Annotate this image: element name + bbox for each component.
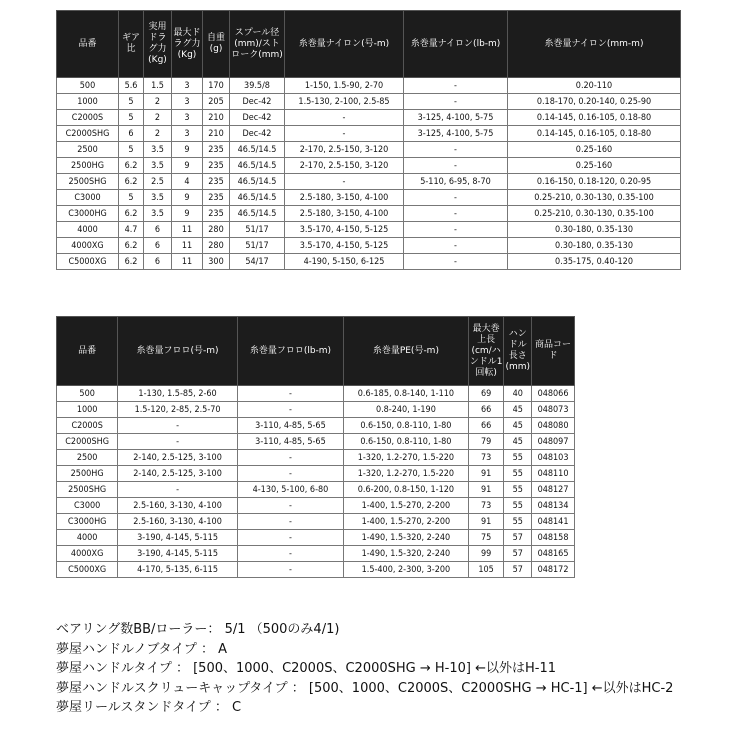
table-cell: - [404,238,508,254]
table-row [57,418,575,434]
table-cell: C2000S [57,418,118,434]
table-cell: 6.2 [119,158,144,174]
table-cell: 1-320, 1.2-270, 1.5-220 [344,466,469,482]
table-cell: 2 [144,94,172,110]
table-cell: 2-140, 2.5-125, 3-100 [118,466,238,482]
table-cell: 4000XG [57,546,118,562]
table-cell: 4000 [57,530,118,546]
table-cell: 5.6 [119,78,144,94]
spec-table-1 [56,10,681,270]
table-cell: 3 [172,126,203,142]
note-handle-type: 夢屋ハンドルタイプ ： [500、1000、C2000S、C2000SHG → H-10] ←以外はH-11 [56,661,557,677]
table-cell: 5 [119,142,144,158]
table-cell: 1000 [57,402,118,418]
table-cell: 99 [468,546,504,562]
table-cell: 5 [119,94,144,110]
table-cell: 0.25-160 [508,142,681,158]
table-cell: 1000 [57,94,119,110]
table-cell: 4-130, 5-100, 6-80 [237,482,343,498]
table-cell: 55 [504,498,532,514]
table-cell: 3-110, 4-85, 5-65 [237,418,343,434]
table-cell: 73 [468,450,504,466]
table-row [57,142,681,158]
table-cell: 73 [468,498,504,514]
table-cell: 6 [144,222,172,238]
table-cell: 40 [504,386,532,402]
table-row [57,498,575,514]
column-header: 自重(g) [203,11,230,78]
note-bearing: ベアリング数BB/ローラー： 5/1 （500のみ4/1) [56,622,340,637]
table-row [57,190,681,206]
table-cell: 0.35-175, 0.40-120 [508,254,681,270]
table-cell: 3 [172,94,203,110]
table-row [57,482,575,498]
note-screw-cap-type: 夢屋ハンドルスクリューキャップタイプ ： [500、1000、C2000S、C2000SHG → HC-1] ←以外はHC-2 [56,680,674,696]
table-row [57,434,575,450]
table-cell: - [237,514,343,530]
table-cell: - [118,482,238,498]
table-cell: 280 [203,238,230,254]
table-cell: 235 [203,174,230,190]
table-cell: 2500SHG [57,174,119,190]
table-cell: 1.5-120, 2-85, 2.5-70 [118,402,238,418]
table-row [57,126,681,142]
table-cell: 0.25-210, 0.30-130, 0.35-100 [508,190,681,206]
table-cell: 2500HG [57,466,118,482]
table-cell: Dec-42 [230,94,285,110]
table-cell: 2500 [57,450,118,466]
table-cell: 55 [504,482,532,498]
column-header: 品番 [57,11,119,78]
table-row [57,206,681,222]
table-cell: 3.5-170, 4-150, 5-125 [285,238,404,254]
column-header: 糸巻量ナイロン(mm-m) [508,11,681,78]
table-cell: C2000SHG [57,126,119,142]
table-cell: - [285,110,404,126]
table1-body [57,78,681,270]
table-cell: 2.5 [144,174,172,190]
table-cell: 2500SHG [57,482,118,498]
table-cell: 2.5-180, 3-150, 4-100 [285,206,404,222]
table-cell: 3.5-170, 4-150, 5-125 [285,222,404,238]
table-cell: - [404,254,508,270]
column-header: 糸巻量PE(号-m) [344,317,469,386]
column-header: スプール径(mm)/ストローク(mm) [230,11,285,78]
table-cell: C2000SHG [57,434,118,450]
table-cell: 55 [504,450,532,466]
table-cell: - [404,142,508,158]
table-cell: 55 [504,466,532,482]
table-cell: 3-110, 4-85, 5-65 [237,434,343,450]
table-cell: 170 [203,78,230,94]
table-cell: 0.6-150, 0.8-110, 1-80 [344,434,469,450]
table-cell: 57 [504,546,532,562]
table-cell: C3000 [57,498,118,514]
table-cell: 5 [119,110,144,126]
table-cell: 46.5/14.5 [230,158,285,174]
table-cell: 6 [119,126,144,142]
table-cell: 2.5-160, 3-130, 4-100 [118,514,238,530]
table-cell: - [237,562,343,578]
table-cell: C3000HG [57,514,118,530]
note-knob-type: 夢屋ハンドルノブタイプ ： A [56,641,228,657]
table-cell: 048172 [532,562,575,578]
column-header: 糸巻量ナイロン(号-m) [285,11,404,78]
table-cell: - [404,94,508,110]
table-row [57,546,575,562]
column-header: 実用ドラグ力(Kg) [144,11,172,78]
table-cell: 300 [203,254,230,270]
table-row [57,78,681,94]
table-cell: 500 [57,78,119,94]
table-cell: 11 [172,254,203,270]
table-cell: 3-190, 4-145, 5-115 [118,546,238,562]
table-row [57,222,681,238]
table-cell: 0.6-200, 0.8-150, 1-120 [344,482,469,498]
table-cell: 4-190, 5-150, 6-125 [285,254,404,270]
table-cell: 048141 [532,514,575,530]
table-cell: 048165 [532,546,575,562]
table-cell: 4 [172,174,203,190]
table-cell: 0.20-110 [508,78,681,94]
table-row [57,402,575,418]
table-row [57,110,681,126]
table-cell: 235 [203,206,230,222]
table-cell: 048103 [532,450,575,466]
table-cell: 2.5-180, 3-150, 4-100 [285,190,404,206]
table-cell: - [404,222,508,238]
table1-header-row [57,11,681,78]
table-row [57,238,681,254]
table-cell: 0.14-145, 0.16-105, 0.18-80 [508,110,681,126]
table-cell: 2 [144,110,172,126]
table-cell: - [285,174,404,190]
table-cell: 2500 [57,142,119,158]
table-cell: 048110 [532,466,575,482]
table-cell: 2-140, 2.5-125, 3-100 [118,450,238,466]
table-cell: 5 [119,190,144,206]
note-stand-type: 夢屋リールスタンドタイプ ： C [56,700,242,716]
table-cell: 1-400, 1.5-270, 2-200 [344,514,469,530]
table-cell: 048066 [532,386,575,402]
table-row [57,562,575,578]
table-cell: 2.5-160, 3-130, 4-100 [118,498,238,514]
table-cell: Dec-42 [230,110,285,126]
table-cell: 2500HG [57,158,119,174]
column-header: 糸巻量フロロ(lb-m) [237,317,343,386]
table-cell: 57 [504,562,532,578]
table-cell: 4-170, 5-135, 6-115 [118,562,238,578]
table-cell: - [237,450,343,466]
table-cell: 4000 [57,222,119,238]
table-cell: 46.5/14.5 [230,190,285,206]
table-cell: 51/17 [230,222,285,238]
table2-body [57,386,575,578]
table-cell: 0.16-150, 0.18-120, 0.20-95 [508,174,681,190]
table-cell: 46.5/14.5 [230,206,285,222]
table-cell: 500 [57,386,118,402]
column-header: ギア比 [119,11,144,78]
table-row [57,514,575,530]
table-cell: C3000HG [57,206,119,222]
column-header: 最大ドラグ力(Kg) [172,11,203,78]
table-cell: - [237,546,343,562]
reel-notes [56,620,673,718]
column-header: 商品コード [532,317,575,386]
table-cell: 51/17 [230,238,285,254]
column-header: 糸巻量フロロ(号-m) [118,317,238,386]
table-cell: 9 [172,206,203,222]
table-cell: 1.5 [144,78,172,94]
table-cell: Dec-42 [230,126,285,142]
table-cell: 235 [203,142,230,158]
table-row [57,530,575,546]
table-cell: 048158 [532,530,575,546]
table-cell: 4000XG [57,238,119,254]
table-cell: 048127 [532,482,575,498]
table-row [57,158,681,174]
table-cell: - [237,530,343,546]
table-cell: 235 [203,190,230,206]
table-cell: 3-190, 4-145, 5-115 [118,530,238,546]
table-cell: 45 [504,402,532,418]
table-cell: - [237,386,343,402]
table-cell: 1-490, 1.5-320, 2-240 [344,546,469,562]
table-cell: 3 [172,110,203,126]
table-cell: 210 [203,126,230,142]
table-cell: 6.2 [119,238,144,254]
table-cell: 11 [172,222,203,238]
table-cell: 048097 [532,434,575,450]
table-cell: 46.5/14.5 [230,142,285,158]
table-row [57,386,575,402]
table-cell: 1-320, 1.2-270, 1.5-220 [344,450,469,466]
table-cell: 66 [468,402,504,418]
table-cell: 0.25-160 [508,158,681,174]
table-row [57,450,575,466]
table-cell: 0.18-170, 0.20-140, 0.25-90 [508,94,681,110]
table-cell: 5-110, 6-95, 8-70 [404,174,508,190]
table-cell: 45 [504,418,532,434]
table-cell: 2-170, 2.5-150, 3-120 [285,142,404,158]
table-cell: 1.5-130, 2-100, 2.5-85 [285,94,404,110]
table-cell: 048073 [532,402,575,418]
table-cell: 6.2 [119,206,144,222]
table-cell: - [404,206,508,222]
table-cell: 3 [172,78,203,94]
table-cell: 39.5/8 [230,78,285,94]
table-cell: 9 [172,190,203,206]
table-cell: 210 [203,110,230,126]
table-cell: - [404,158,508,174]
table-cell: 048134 [532,498,575,514]
table-cell: 45 [504,434,532,450]
table-cell: C5000XG [57,562,118,578]
table-cell: - [118,434,238,450]
table-cell: 75 [468,530,504,546]
table-row [57,174,681,190]
table-cell: 46.5/14.5 [230,174,285,190]
table-cell: 6 [144,238,172,254]
table-cell: 54/17 [230,254,285,270]
table-cell: 6 [144,254,172,270]
column-header: 糸巻量ナイロン(lb-m) [404,11,508,78]
table-cell: - [237,498,343,514]
table-cell: 3-125, 4-100, 5-75 [404,126,508,142]
table-cell: 55 [504,514,532,530]
table-cell: 1-130, 1.5-85, 2-60 [118,386,238,402]
table-cell: 11 [172,238,203,254]
table-cell: 2 [144,126,172,142]
table-cell: 3.5 [144,190,172,206]
table-cell: 3.5 [144,158,172,174]
table-cell: 3.5 [144,142,172,158]
table-cell: 91 [468,482,504,498]
table-cell: 69 [468,386,504,402]
table-cell: 1.5-400, 2-300, 3-200 [344,562,469,578]
table-cell: 3-125, 4-100, 5-75 [404,110,508,126]
table-cell: 66 [468,418,504,434]
table-cell: 6.2 [119,254,144,270]
table-cell: 0.25-210, 0.30-130, 0.35-100 [508,206,681,222]
table-cell: 1-490, 1.5-320, 2-240 [344,530,469,546]
table-cell: 105 [468,562,504,578]
table-cell: - [118,418,238,434]
table2-header-row [57,317,575,386]
table-cell: 2-170, 2.5-150, 3-120 [285,158,404,174]
table-cell: 235 [203,158,230,174]
table-cell: 9 [172,142,203,158]
table-cell: 6.2 [119,174,144,190]
table-cell: 0.14-145, 0.16-105, 0.18-80 [508,126,681,142]
table-cell: - [237,466,343,482]
table-cell: 9 [172,158,203,174]
table-cell: 0.30-180, 0.35-130 [508,238,681,254]
table-cell: 048080 [532,418,575,434]
table-cell: 280 [203,222,230,238]
table-row [57,254,681,270]
table-cell: 57 [504,530,532,546]
table-cell: 91 [468,466,504,482]
column-header: ハンドル長さ(mm) [504,317,532,386]
table-cell: 205 [203,94,230,110]
table-cell: 79 [468,434,504,450]
table-cell: C5000XG [57,254,119,270]
table-cell: 0.30-180, 0.35-130 [508,222,681,238]
table-cell: - [285,126,404,142]
column-header: 最大巻上長(cm/ハンドル1回転) [468,317,504,386]
table-row [57,94,681,110]
table-cell: 3.5 [144,206,172,222]
table-cell: 1-150, 1.5-90, 2-70 [285,78,404,94]
table-cell: - [404,190,508,206]
table-row [57,466,575,482]
table-cell: 0.6-150, 0.8-110, 1-80 [344,418,469,434]
table-cell: 0.6-185, 0.8-140, 1-110 [344,386,469,402]
table-cell: 91 [468,514,504,530]
table-cell: C3000 [57,190,119,206]
table-cell: - [404,78,508,94]
table-cell: 4.7 [119,222,144,238]
table-cell: 1-400, 1.5-270, 2-200 [344,498,469,514]
table-cell: C2000S [57,110,119,126]
spec-table-2 [56,316,575,578]
column-header: 品番 [57,317,118,386]
table-cell: - [237,402,343,418]
table-cell: 0.8-240, 1-190 [344,402,469,418]
